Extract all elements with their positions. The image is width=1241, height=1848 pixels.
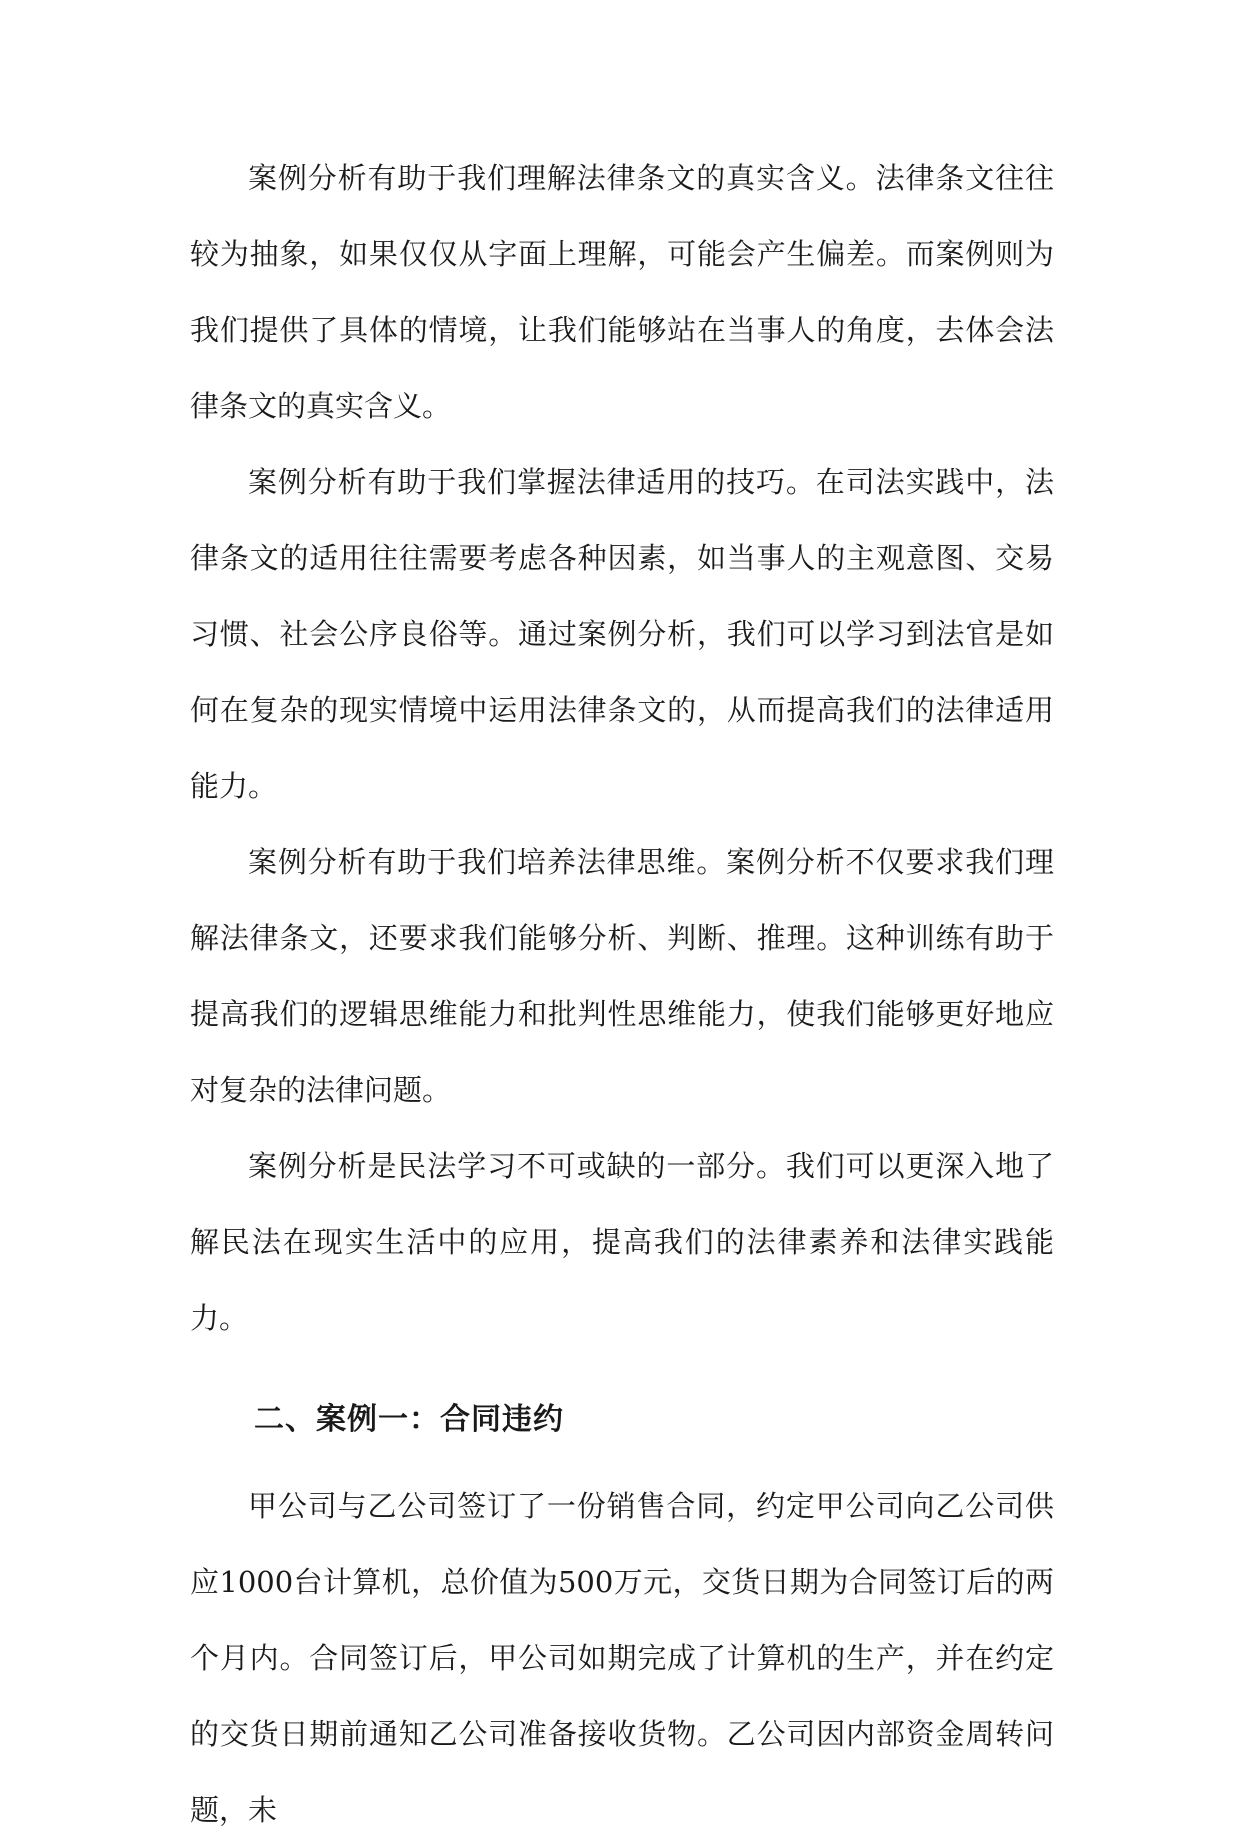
paragraph-legal-thinking: 案例分析有助于我们培养法律思维。案例分析不仅要求我们理解法律条文，还要求我们能够分析、判断、推理。这种训练有助于提高我们的逻辑思维能力和批判性思维能力，使我们能够更好地应对复杂的法律问题。 — [190, 845, 1054, 1107]
section-heading: 二、案例一：合同违约 — [254, 1402, 564, 1437]
paragraph-conclusion: 案例分析是民法学习不可或缺的一部分。我们可以更深入地了解民法在现实生活中的应用，提高我们的法律素养和法律实践能力。 — [190, 1149, 1054, 1335]
paragraph-case-description: 甲公司与乙公司签订了一份销售合同，约定甲公司向乙公司供应1000台计算机，总价值为500万元，交货日期为合同签订后的两个月内。合同签订后，甲公司如期完成了计算机的生产，并在约定的交货日期前通知乙公司准备接收货物。乙公司因内部资金周转问题，未 — [190, 1489, 1054, 1827]
paragraph-understanding-meaning: 案例分析有助于我们理解法律条文的真实含义。法律条文往往较为抽象，如果仅仅从字面上理解，可能会产生偏差。而案例则为我们提供了具体的情境，让我们能够站在当事人的角度，去体会法律条文的真实含义。 — [190, 161, 1054, 423]
paragraph-application-skills: 案例分析有助于我们掌握法律适用的技巧。在司法实践中，法律条文的适用往往需要考虑各种因素，如当事人的主观意图、交易习惯、社会公序良俗等。通过案例分析，我们可以学习到法官是如何在复杂的现实情境中运用法律条文的，从而提高我们的法律适用能力。 — [190, 465, 1054, 803]
document-body — [190, 140, 1054, 1848]
